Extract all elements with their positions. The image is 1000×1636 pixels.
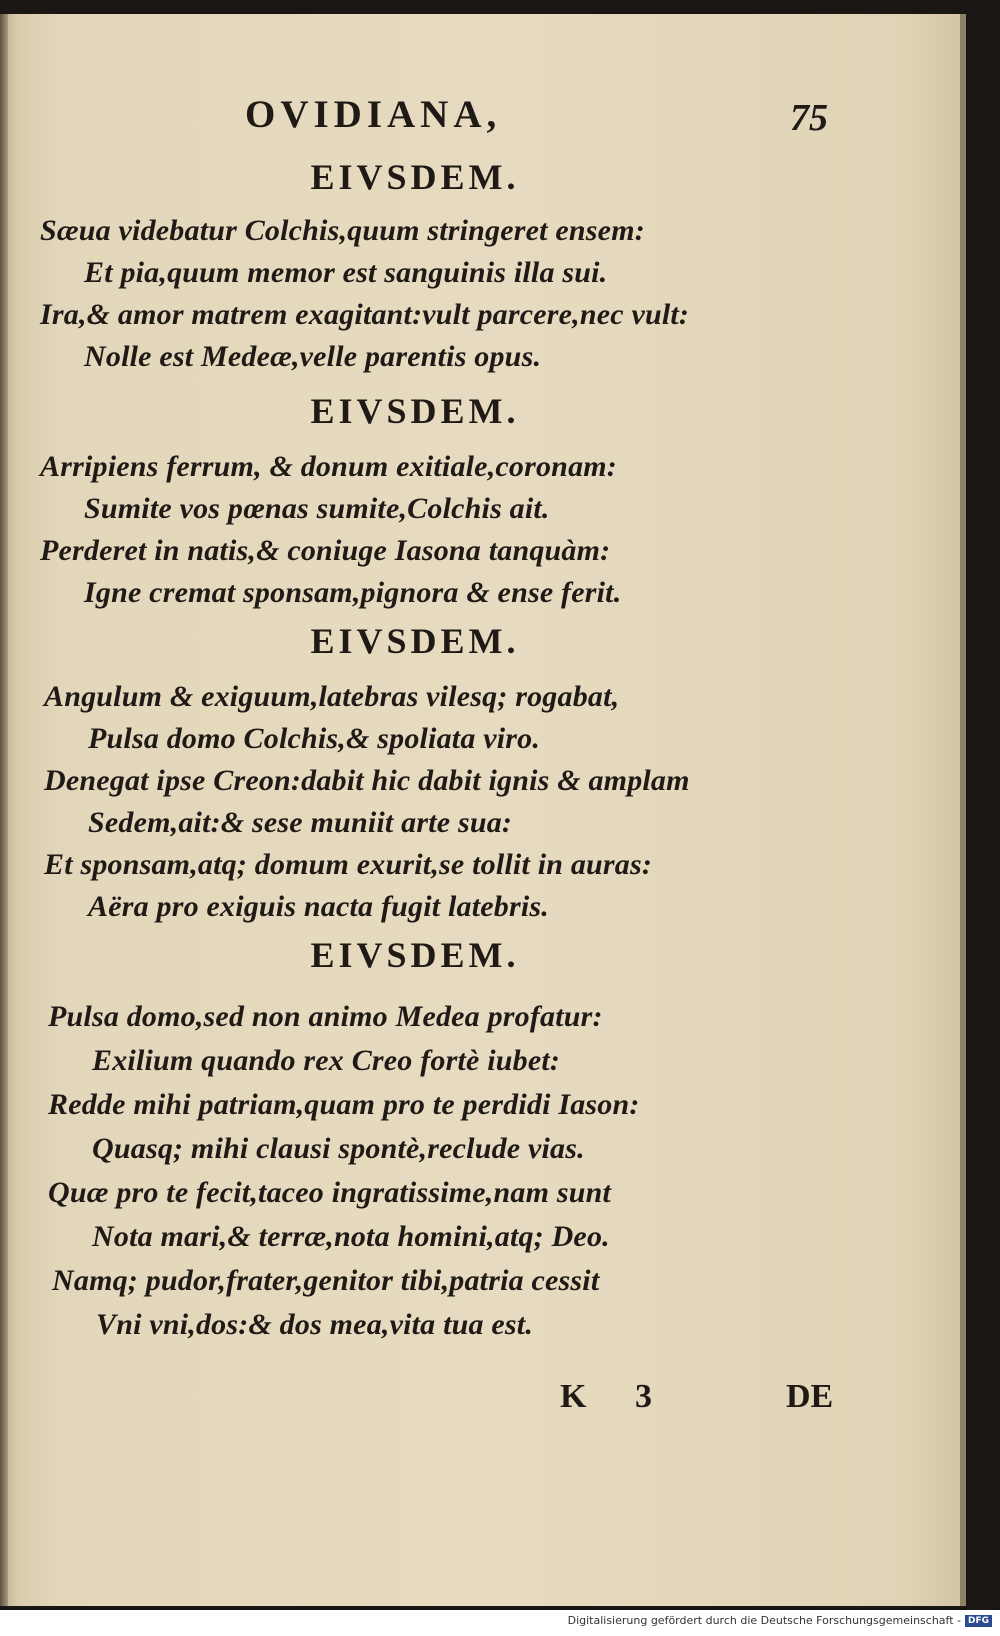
verse-line: Pulsa domo,sed non animo Medea profatur: <box>48 1000 603 1033</box>
verse-line: Et sponsam,atq; domum exurit,se tollit in auras: <box>44 848 653 881</box>
catchword: DE <box>786 1378 834 1415</box>
verse-line: Redde mihi patriam,quam pro te perdidi Iason: <box>48 1088 640 1121</box>
verse-line: Nolle est Medeæ,velle parentis opus. <box>84 340 542 373</box>
digitization-credit-text: Digitalisierung gefördert durch die Deutsche Forschungsgemeinschaft - <box>567 1614 961 1627</box>
verse-line: Et pia,quum memor est sanguinis illa sui. <box>84 256 608 289</box>
running-title: OVIDIANA, <box>245 93 502 136</box>
verse-line: Angulum & exiguum,latebras vilesq; rogabat, <box>44 680 620 713</box>
verse-line: Quæ pro te fecit,taceo ingratissime,nam sunt <box>48 1176 611 1209</box>
section-heading: EIVSDEM. <box>310 391 520 431</box>
verse-line: Sedem,ait:& sese muniit arte sua: <box>88 806 513 839</box>
page-number: 75 <box>790 97 828 139</box>
verse-line: Denegat ipse Creon:dabit hic dabit ignis & amplam <box>44 764 690 797</box>
dfg-logo-icon: DFG <box>965 1615 992 1627</box>
book-page <box>0 14 966 1606</box>
verse-line: Quasq; mihi clausi spontè,reclude vias. <box>92 1132 585 1165</box>
verse-line: Namq; pudor,frater,genitor tibi,patria cessit <box>52 1264 600 1297</box>
section-heading: EIVSDEM. <box>310 621 520 661</box>
verse-line: Sæua videbatur Colchis,quum stringeret ensem: <box>40 214 645 247</box>
verse-line: Pulsa domo Colchis,& spoliata viro. <box>88 722 541 755</box>
verse-line: Igne cremat sponsam,pignora & ense ferit. <box>84 576 622 609</box>
section-heading: EIVSDEM. <box>310 157 520 197</box>
verse-line: Exilium quando rex Creo fortè iubet: <box>92 1044 561 1077</box>
verse-line: Sumite vos pœnas sumite,Colchis ait. <box>84 492 550 525</box>
verse-line: Aëra pro exiguis nacta fugit latebris. <box>88 890 549 923</box>
verse-line: Ira,& amor matrem exagitant:vult parcere,nec vult: <box>40 298 690 331</box>
verse-line: Perderet in natis,& coniuge Iasona tanquàm: <box>40 534 611 567</box>
verse-line: Arripiens ferrum, & donum exitiale,coronam: <box>40 450 617 483</box>
section-heading: EIVSDEM. <box>310 935 520 975</box>
digitization-credit <box>568 1614 992 1627</box>
verse-line: Vni vni,dos:& dos mea,vita tua est. <box>96 1308 534 1341</box>
page-edge <box>0 14 8 1606</box>
verse-line: Nota mari,& terræ,nota homini,atq; Deo. <box>92 1220 610 1253</box>
signature-mark: K 3 <box>560 1378 672 1415</box>
